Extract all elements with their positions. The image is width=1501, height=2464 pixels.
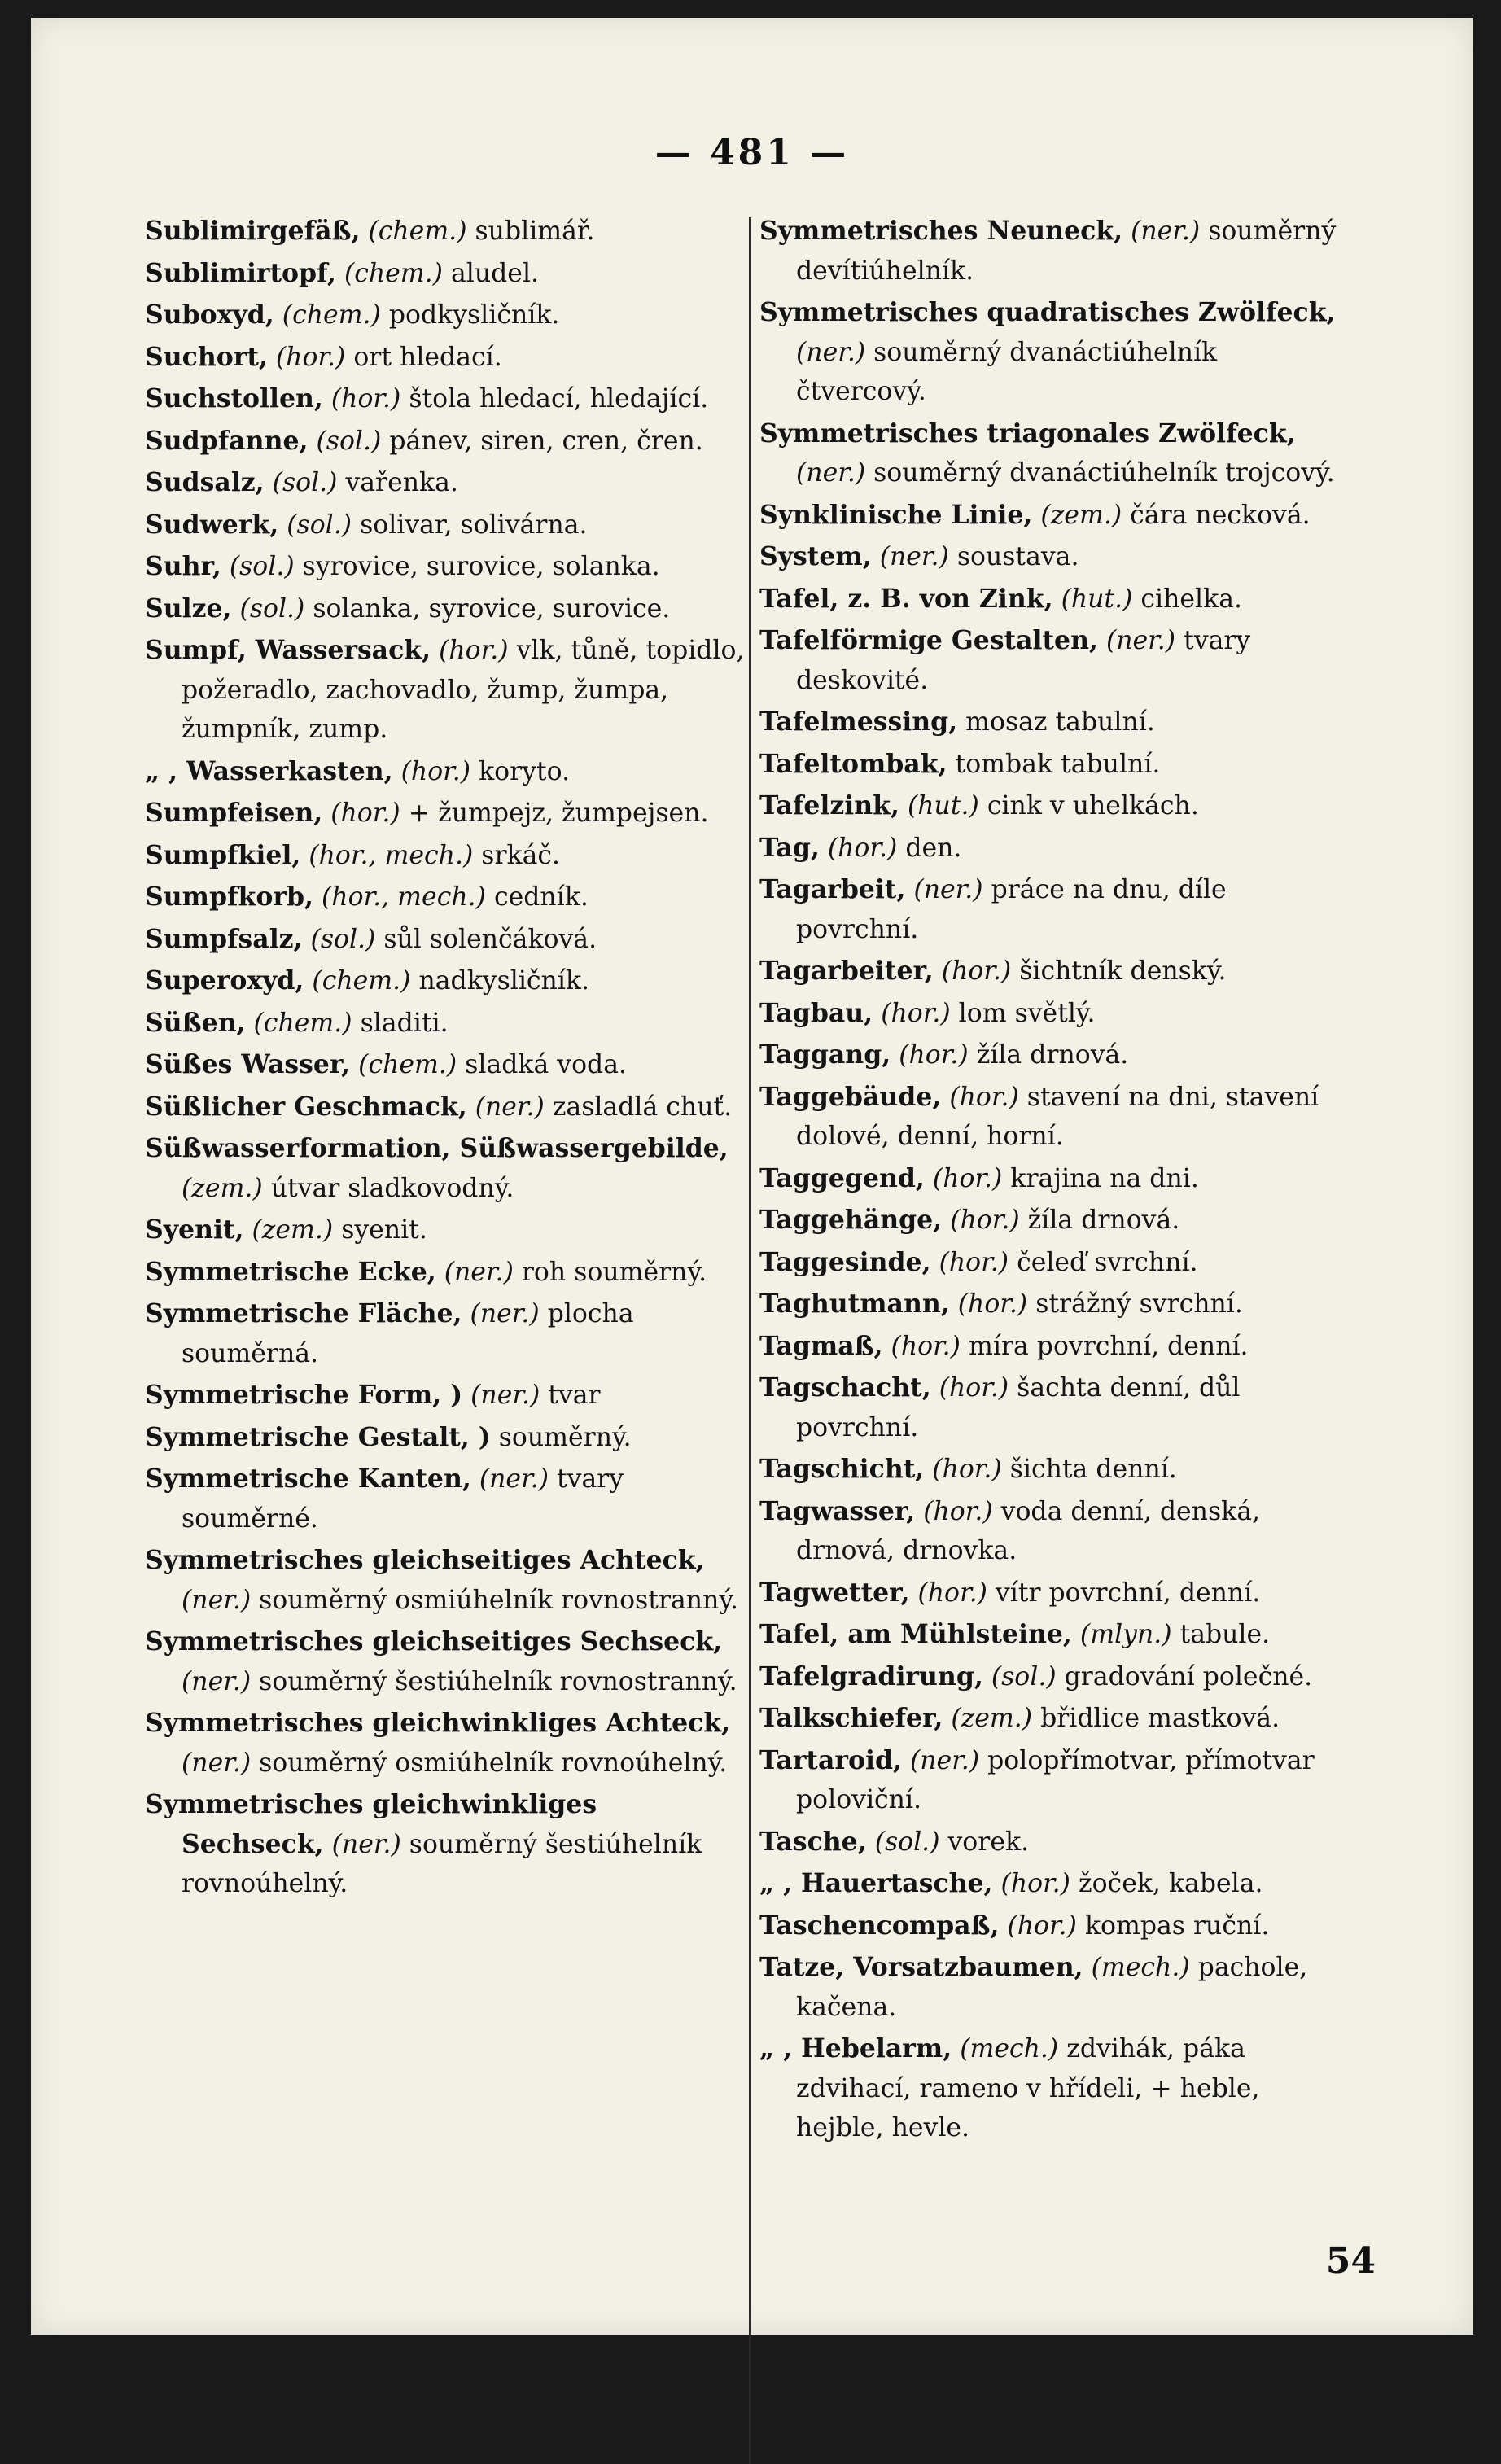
translation: lom světlý. xyxy=(958,998,1096,1028)
headword: Taghutmann, xyxy=(759,1289,950,1319)
field-abbreviation: (hor.) xyxy=(923,1496,993,1526)
field-abbreviation: (sol.) xyxy=(310,924,376,954)
translation: voda denní, denská, drnová, drnovka. xyxy=(796,1496,1260,1565)
dictionary-entry xyxy=(759,1699,1341,1739)
translation: souměrný. xyxy=(498,1422,632,1452)
field-abbreviation: (ner.) xyxy=(479,1464,549,1494)
dictionary-entry xyxy=(759,829,1341,869)
translation: sladká voda. xyxy=(465,1050,628,1079)
translation: čeleď svrchní. xyxy=(1017,1247,1198,1277)
headword: Suchstollen, xyxy=(145,383,323,414)
translation: ort hledací. xyxy=(353,342,502,372)
dictionary-entry xyxy=(145,1004,747,1044)
field-abbreviation: (ner.) xyxy=(470,1299,540,1328)
field-abbreviation: (hor.) xyxy=(949,1082,1019,1112)
dictionary-entry xyxy=(145,1785,747,1904)
field-abbreviation: (zem.) xyxy=(252,1215,334,1245)
headword: Symmetrische Ecke, xyxy=(145,1256,436,1287)
field-abbreviation: (ner.) xyxy=(796,337,866,367)
field-abbreviation: (hor.) xyxy=(400,756,471,786)
translation: pánev, siren, cren, čren. xyxy=(389,426,703,456)
field-abbreviation: (sol.) xyxy=(272,468,338,497)
dictionary-page xyxy=(31,18,1473,2335)
headword: Symmetrische Form, ) xyxy=(145,1380,463,1410)
headword: Tafelmessing, xyxy=(759,707,958,737)
headword: Sumpfkiel, xyxy=(145,839,301,870)
translation: gradování polečné. xyxy=(1064,1661,1313,1692)
translation: tombak tabulní. xyxy=(955,749,1161,779)
field-abbreviation: (hor., mech.) xyxy=(309,840,474,870)
dictionary-entry xyxy=(759,1035,1341,1075)
dictionary-entry xyxy=(759,580,1341,619)
field-abbreviation: (hor.) xyxy=(1000,1869,1070,1898)
field-abbreviation: (ner.) xyxy=(1105,626,1176,655)
translation: cihelka. xyxy=(1140,584,1243,614)
headword: Tartaroid, xyxy=(759,1744,902,1775)
translation: souměrný dvanáctiúhelník trojcový. xyxy=(873,458,1335,488)
translation: břidlice mastková. xyxy=(1040,1704,1280,1733)
translation: útvar sladkovodný. xyxy=(270,1173,514,1203)
dictionary-entry xyxy=(759,870,1341,949)
dictionary-entry xyxy=(145,422,747,462)
translation: den. xyxy=(905,833,962,863)
headword: Sublimirtopf, xyxy=(145,257,336,288)
dictionary-entry xyxy=(145,212,747,252)
dictionary-entry xyxy=(145,589,747,629)
field-abbreviation: (hor., mech.) xyxy=(322,882,486,912)
headword: Symmetrische Kanten, xyxy=(145,1464,471,1494)
translation: kompas ruční. xyxy=(1084,1910,1270,1941)
dictionary-entry xyxy=(145,254,747,294)
headword: Symmetrisches triagonales Zwölfeck, xyxy=(759,418,1296,449)
right-column xyxy=(759,212,1341,2151)
translation: souměrný osmiúhelník rovnostranný. xyxy=(259,1585,738,1615)
translation: práce na dnu, díle povrchní. xyxy=(796,875,1227,944)
headword: Sudpfanne, xyxy=(145,425,309,456)
dictionary-entry xyxy=(759,1615,1341,1655)
field-abbreviation: (mech.) xyxy=(960,2034,1059,2064)
headword: Talkschiefer, xyxy=(759,1703,943,1733)
field-abbreviation: (hor.) xyxy=(1007,1910,1077,1941)
headword: Symmetrisches gleichwinkliges Achteck, xyxy=(145,1708,731,1738)
translation: mosaz tabulní. xyxy=(965,707,1155,737)
dictionary-entry xyxy=(759,1201,1341,1241)
field-abbreviation: (hor.) xyxy=(932,1455,1002,1484)
translation: žoček, kabela. xyxy=(1079,1869,1263,1898)
translation: míra povrchní, denní. xyxy=(969,1331,1249,1361)
translation: koryto. xyxy=(479,756,571,786)
headword: Symmetrisches Neuneck, xyxy=(759,216,1123,246)
field-abbreviation: (chem.) xyxy=(282,300,381,330)
headword: Tafelgradirung, xyxy=(759,1661,983,1692)
dictionary-entry xyxy=(759,994,1341,1034)
field-abbreviation: (hor.) xyxy=(957,1289,1028,1319)
field-abbreviation: (sol.) xyxy=(287,510,352,540)
dictionary-entry xyxy=(759,2029,1341,2148)
field-abbreviation: (hor.) xyxy=(275,342,346,372)
dictionary-entry xyxy=(759,1327,1341,1367)
translation: syenit. xyxy=(341,1215,427,1245)
headword: „ , Wasserkasten, xyxy=(145,755,393,786)
dictionary-entry xyxy=(145,505,747,545)
field-abbreviation: (ner.) xyxy=(444,1257,514,1287)
headword: Sumpfsalz, xyxy=(145,923,303,954)
translation: srkáč. xyxy=(481,840,561,870)
headword: Tagbau, xyxy=(759,997,873,1028)
field-abbreviation: (ner.) xyxy=(331,1829,401,1859)
field-abbreviation: (hor.) xyxy=(891,1331,961,1361)
dictionary-entry xyxy=(759,1657,1341,1697)
field-abbreviation: (zem.) xyxy=(1040,500,1122,530)
dictionary-entry xyxy=(145,794,747,834)
headword: Sulze, xyxy=(145,593,232,624)
column-divider xyxy=(749,217,750,2464)
translation: strážný svrchní. xyxy=(1035,1289,1243,1319)
headword: Süßes Wasser, xyxy=(145,1049,351,1079)
translation: aludel. xyxy=(451,258,540,288)
dictionary-entry xyxy=(759,537,1341,577)
field-abbreviation: (ner.) xyxy=(182,1748,252,1778)
translation: souměrný šestiúhelník rovnostranný. xyxy=(259,1666,737,1696)
dictionary-entry xyxy=(759,702,1341,742)
dictionary-entry xyxy=(145,1045,747,1085)
headword: Tafel, am Mühlsteine, xyxy=(759,1619,1072,1649)
dictionary-entry xyxy=(145,631,747,750)
headword: Symmetrisches quadratisches Zwölfeck, xyxy=(759,297,1336,327)
headword: „ , Hebelarm, xyxy=(759,2033,952,2064)
headword: Tafelzink, xyxy=(759,790,899,821)
headword: Suchort, xyxy=(145,341,268,372)
translation: tvar xyxy=(548,1381,601,1410)
field-abbreviation: (sol.) xyxy=(874,1827,940,1857)
translation: čára necková. xyxy=(1130,500,1311,530)
headword: Synklinische Linie, xyxy=(759,499,1033,530)
field-abbreviation: (ner.) xyxy=(182,1585,252,1615)
headword: Symmetrische Gestalt, ) xyxy=(145,1421,491,1452)
dictionary-entry xyxy=(759,1078,1341,1157)
headword: Syenit, xyxy=(145,1214,244,1245)
headword: Taggang, xyxy=(759,1039,891,1070)
dictionary-entry xyxy=(145,295,747,335)
headword: Tagmaß, xyxy=(759,1330,883,1361)
dictionary-entry xyxy=(759,496,1341,536)
headword: Taggebäude, xyxy=(759,1081,942,1112)
field-abbreviation: (hor.) xyxy=(939,1373,1009,1403)
field-abbreviation: (chem.) xyxy=(312,966,411,996)
dictionary-entry xyxy=(145,1460,747,1538)
translation: souměrný šestiúhelník rovnoúhelný. xyxy=(182,1829,702,1898)
field-abbreviation: (zem.) xyxy=(182,1173,263,1203)
translation: tabule. xyxy=(1179,1620,1271,1649)
dictionary-entry xyxy=(145,1541,747,1620)
translation: šichtník denský. xyxy=(1019,956,1227,986)
dictionary-entry xyxy=(759,1159,1341,1199)
headword: Taggesinde, xyxy=(759,1246,931,1277)
translation: žíla drnová. xyxy=(976,1040,1129,1070)
translation: syrovice, surovice, solanka. xyxy=(302,552,660,581)
headword: Tagwasser, xyxy=(759,1495,916,1526)
headword: Tag, xyxy=(759,832,820,863)
translation: cink v uhelkách. xyxy=(987,791,1199,821)
field-abbreviation: (ner.) xyxy=(1131,217,1201,246)
dictionary-entry xyxy=(759,1285,1341,1324)
translation: soustava. xyxy=(956,542,1079,571)
field-abbreviation: (hor.) xyxy=(941,956,1012,986)
field-abbreviation: (sol.) xyxy=(316,426,382,456)
headword: Sumpfkorb, xyxy=(145,882,313,912)
translation: zdvihák, páka zdvihací, rameno v hřídeli, + heble, hejble, hevle. xyxy=(796,2034,1260,2142)
field-abbreviation: (ner.) xyxy=(182,1666,252,1696)
translation: sladiti. xyxy=(360,1008,449,1038)
field-abbreviation: (chem.) xyxy=(344,258,443,288)
headword: Tagarbeiter, xyxy=(759,956,934,986)
headword: Sudsalz, xyxy=(145,467,265,497)
dictionary-entry xyxy=(145,836,747,876)
field-abbreviation: (chem.) xyxy=(358,1050,457,1079)
dictionary-entry xyxy=(145,1418,747,1458)
translation: podkysličník. xyxy=(388,300,560,330)
translation: souměrný dvanáctiúhelník čtvercový. xyxy=(796,337,1218,406)
headword: Taggehänge, xyxy=(759,1205,943,1235)
dictionary-entry xyxy=(759,1948,1341,2027)
translation: štola hledací, hledající. xyxy=(409,384,709,414)
translation: souměrný devítiúhelník. xyxy=(796,217,1337,286)
dictionary-entry xyxy=(759,1823,1341,1862)
headword: Taggegend, xyxy=(759,1162,925,1193)
headword: Sumpfeisen, xyxy=(145,798,323,828)
translation: šachta denní, důl povrchní. xyxy=(796,1373,1241,1442)
signature-mark: 54 xyxy=(1325,2240,1376,2282)
headword: Suboxyd, xyxy=(145,300,274,330)
headword: Tatze, Vorsatzbaumen, xyxy=(759,1952,1083,1982)
field-abbreviation: (hor.) xyxy=(950,1206,1020,1235)
translation: nadkysličník. xyxy=(418,966,590,996)
dictionary-entry xyxy=(145,1253,747,1293)
field-abbreviation: (zem.) xyxy=(951,1704,1033,1733)
headword: Taschencompaß, xyxy=(759,1910,1000,1941)
headword: Symmetrisches gleichseitiges Achteck, xyxy=(145,1545,705,1575)
dictionary-entry xyxy=(145,1294,747,1373)
field-abbreviation: (hor.) xyxy=(939,1247,1009,1277)
headword: Tagschacht, xyxy=(759,1372,931,1403)
field-abbreviation: (hor.) xyxy=(330,799,400,828)
dictionary-entry xyxy=(759,786,1341,826)
field-abbreviation: (hor.) xyxy=(330,384,401,414)
field-abbreviation: (ner.) xyxy=(470,1381,540,1410)
headword: Symmetrische Fläche, xyxy=(145,1298,462,1328)
page-header: — 481 — xyxy=(654,132,850,173)
field-abbreviation: (hor.) xyxy=(917,1578,987,1608)
headword: Symmetrisches gleichseitiges Sechseck, xyxy=(145,1626,723,1657)
field-abbreviation: (hut.) xyxy=(907,791,979,821)
dictionary-entry xyxy=(145,379,747,419)
dictionary-entry xyxy=(145,961,747,1001)
translation: šichta denní. xyxy=(1009,1455,1177,1484)
dictionary-entry xyxy=(759,293,1341,412)
field-abbreviation: (hor.) xyxy=(881,998,951,1028)
translation: vařenka. xyxy=(345,468,458,497)
dictionary-entry xyxy=(145,547,747,587)
dictionary-entry xyxy=(145,463,747,503)
headword: Süßwasserformation, Süßwassergebilde, xyxy=(145,1133,729,1163)
field-abbreviation: (ner.) xyxy=(913,875,983,904)
translation: solivar, solivárna. xyxy=(360,510,588,540)
headword: Superoxyd, xyxy=(145,965,304,996)
dictionary-entry xyxy=(759,745,1341,785)
dictionary-entry xyxy=(759,1450,1341,1490)
field-abbreviation: (hor.) xyxy=(899,1040,969,1070)
dictionary-entry xyxy=(759,414,1341,493)
headword: Tagarbeit, xyxy=(759,874,906,904)
headword: Tafeltombak, xyxy=(759,748,947,779)
field-abbreviation: (mlyn.) xyxy=(1079,1620,1172,1649)
headword: Süßlicher Geschmack, xyxy=(145,1091,467,1122)
dictionary-entry xyxy=(759,1368,1341,1447)
headword: Symmetrisches gleichwinkliges Sechseck, xyxy=(145,1789,597,1859)
field-abbreviation: (ner.) xyxy=(909,1745,980,1775)
field-abbreviation: (mech.) xyxy=(1091,1953,1190,1982)
dictionary-entry xyxy=(759,952,1341,991)
dictionary-entry xyxy=(759,1906,1341,1946)
field-abbreviation: (ner.) xyxy=(879,542,949,571)
headword: Süßen, xyxy=(145,1007,246,1038)
translation: roh souměrný. xyxy=(521,1257,707,1287)
field-abbreviation: (hor.) xyxy=(932,1163,1003,1193)
translation: tvary souměrné. xyxy=(182,1464,624,1534)
translation: vlk, tůně, topidlo, požeradlo, zachovadlo, žump, žumpa, žumpník, zump. xyxy=(182,636,745,744)
dictionary-entry xyxy=(145,1210,747,1250)
field-abbreviation: (chem.) xyxy=(368,217,467,246)
dictionary-entry xyxy=(145,877,747,917)
translation: tvary deskovité. xyxy=(796,626,1251,695)
dictionary-entry xyxy=(759,1492,1341,1571)
left-column xyxy=(145,212,747,1906)
field-abbreviation: (sol.) xyxy=(991,1661,1057,1692)
dictionary-entry xyxy=(759,1864,1341,1904)
translation: stavení na dni, stavení dolové, denní, horní. xyxy=(796,1082,1319,1151)
headword: Tafel, z. B. von Zink, xyxy=(759,583,1053,614)
translation: cedník. xyxy=(493,882,589,912)
field-abbreviation: (hor.) xyxy=(827,833,898,863)
headword: Sumpf, Wassersack, xyxy=(145,635,431,665)
translation: + žumpejz, žumpejsen. xyxy=(408,799,709,828)
headword: „ , Hauertasche, xyxy=(759,1868,993,1898)
translation: sublimář. xyxy=(475,217,595,246)
field-abbreviation: (sol.) xyxy=(229,552,295,581)
translation: plocha souměrná. xyxy=(182,1299,634,1368)
dictionary-entry xyxy=(759,621,1341,700)
dictionary-entry xyxy=(145,1088,747,1127)
dictionary-entry xyxy=(145,752,747,792)
translation: polopřímotvar, přímotvar poloviční. xyxy=(796,1745,1315,1814)
translation: sůl solenčáková. xyxy=(383,924,597,954)
dictionary-entry xyxy=(145,1704,747,1783)
headword: System, xyxy=(759,541,872,571)
translation: souměrný osmiúhelník rovnoúhelný. xyxy=(259,1748,728,1778)
dictionary-entry xyxy=(145,1376,747,1416)
dictionary-entry xyxy=(145,1622,747,1701)
dictionary-entry xyxy=(145,920,747,960)
headword: Tagschicht, xyxy=(759,1454,925,1484)
translation: solanka, syrovice, surovice. xyxy=(313,593,671,624)
headword: Sublimirgefäß, xyxy=(145,216,361,246)
dictionary-entry xyxy=(759,1573,1341,1613)
translation: vorek. xyxy=(947,1827,1030,1857)
field-abbreviation: (hor.) xyxy=(439,636,509,665)
dictionary-entry xyxy=(759,212,1341,291)
field-abbreviation: (hut.) xyxy=(1061,584,1133,614)
headword: Tafelförmige Gestalten, xyxy=(759,625,1098,655)
translation: pachole, kačena. xyxy=(796,1953,1308,2022)
headword: Tagwetter, xyxy=(759,1577,910,1608)
field-abbreviation: (chem.) xyxy=(253,1008,352,1038)
translation: vítr povrchní, denní. xyxy=(995,1578,1261,1608)
translation: zasladlá chuť. xyxy=(552,1092,733,1122)
dictionary-entry xyxy=(145,1129,747,1208)
headword: Tasche, xyxy=(759,1826,867,1857)
dictionary-entry xyxy=(759,1741,1341,1820)
field-abbreviation: (ner.) xyxy=(475,1092,545,1122)
headword: Sudwerk, xyxy=(145,509,279,540)
translation: krajina na dni. xyxy=(1010,1163,1199,1193)
field-abbreviation: (ner.) xyxy=(796,458,866,488)
dictionary-entry xyxy=(759,1243,1341,1283)
dictionary-entry xyxy=(145,338,747,378)
translation: žíla drnová. xyxy=(1027,1206,1180,1235)
headword: Suhr, xyxy=(145,551,221,581)
field-abbreviation: (sol.) xyxy=(239,593,305,624)
